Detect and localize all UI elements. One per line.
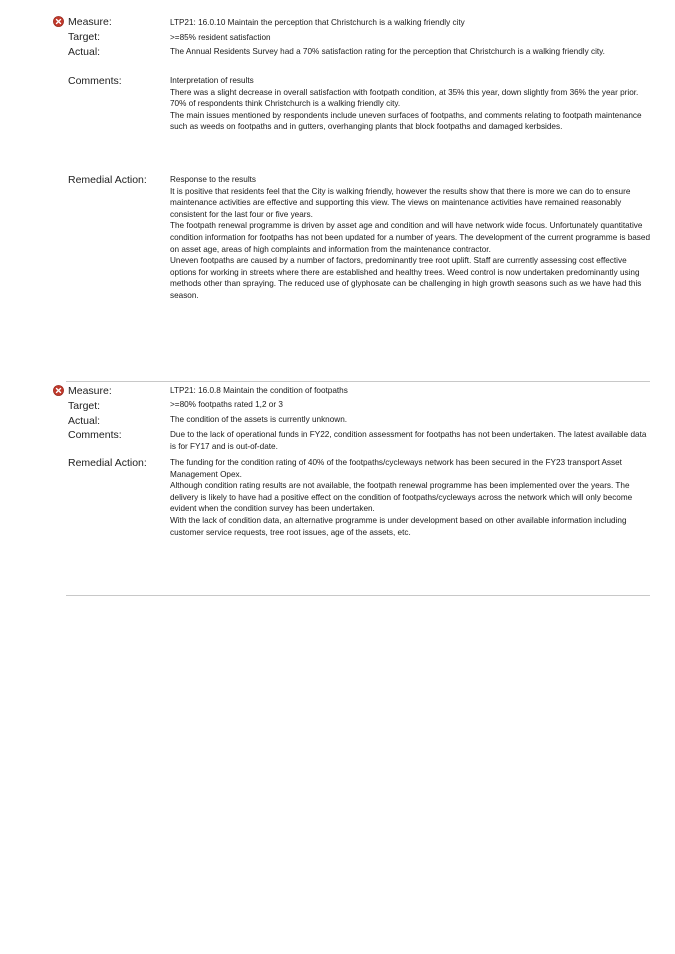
comments-text [170,75,650,133]
remedial-paragraph: It is positive that residents feel that the City is walking friendly, however the results show that there is more we can do to ensure maintenance activities are effective and supporting this view. The views on maintenance activities have remained reasonably consistent for the last four or five years. [170,186,631,219]
measure-label: Measure: [68,16,112,28]
measure-label: Measure: [68,385,112,397]
remedial-action-label: Remedial Action: [68,457,147,469]
remedial-action-label: Remedial Action: [68,174,147,186]
remedial-action-text [170,174,650,302]
measure-value: LTP21: 16.0.8 Maintain the condition of footpaths [170,386,348,395]
actual-value: The Annual Residents Survey had a 70% satisfaction rating for the perception that Christchurch is a walking friendly city. [170,47,605,56]
remedial-paragraph: Uneven footpaths are caused by a number of factors, predominantly tree root uplift. Staff are currently assessing cost effective options for working in streets where there are established and healthy trees. Weed control is now undertaken predominantly using methods other than spraying. The reduced use of glyphosate can be challenging in high growth seasons such as we have had this season. [170,256,642,300]
remedial-paragraph: Although condition rating results are not available, the footpath renewal programme has been implemented over the years. The delivery is likely to have had a positive effect on the condition of footpaths/cycleways across the network which will only become evident when the condition survey has been undertaken. [170,481,633,514]
comments-paragraph: The main issues mentioned by respondents include uneven surfaces of footpaths, and comments relating to footpath maintenance such as weeds on footpaths and in gutters, overhanging plants that block footpaths and damaged kerbsides. [170,110,642,132]
comments-paragraph: There was a slight decrease in overall satisfaction with footpath condition, at 35% this year, down slightly from 36% the year prior. [170,87,639,97]
comments-text [170,429,650,452]
remedial-paragraph: Response to the results [170,175,257,184]
remedial-paragraph: The footpath renewal programme is driven by asset age and condition and will have network wide focus. Unfortunately quantitative condition information for footpaths has not been updated for a number of years. The development of the current programme is based on asset age, areas of high complaints and information from the maintenance contractor. [170,221,651,254]
remedial-paragraph: With the lack of condition data, an alternative programme is under development based on other available information including customer service requests, tree root issues, age of the assets, etc. [170,515,627,537]
comments-label: Comments: [68,429,122,441]
comments-paragraph: Interpretation of results [170,76,254,85]
error-circle-x-icon [53,385,64,396]
actual-value: The condition of the assets is currently unknown. [170,415,348,424]
comments-paragraph: Due to the lack of operational funds in FY22, condition assessment for footpaths has not been undertaken. The latest available data is for FY17 and is out-of-date. [170,430,647,451]
comments-paragraph: 70% of respondents think Christchurch is a walking friendly city. [170,99,401,109]
actual-label: Actual: [68,46,101,58]
target-label: Target: [68,31,101,43]
section-divider [66,595,650,596]
remedial-paragraph: The funding for the condition rating of 40% of the footpaths/cycleways network has been secured in the FY23 transport Asset Management Opex. [170,458,622,479]
actual-label: Actual: [68,415,101,427]
target-label: Target: [68,400,101,412]
remedial-action-text [170,457,650,538]
target-value: >=80% footpaths rated 1,2 or 3 [170,400,283,409]
target-value: >=85% resident satisfaction [170,33,271,42]
section-divider [66,381,650,382]
measure-value: LTP21: 16.0.10 Maintain the perception that Christchurch is a walking friendly city [170,18,465,27]
comments-label: Comments: [68,75,122,87]
error-circle-x-icon [53,16,64,27]
